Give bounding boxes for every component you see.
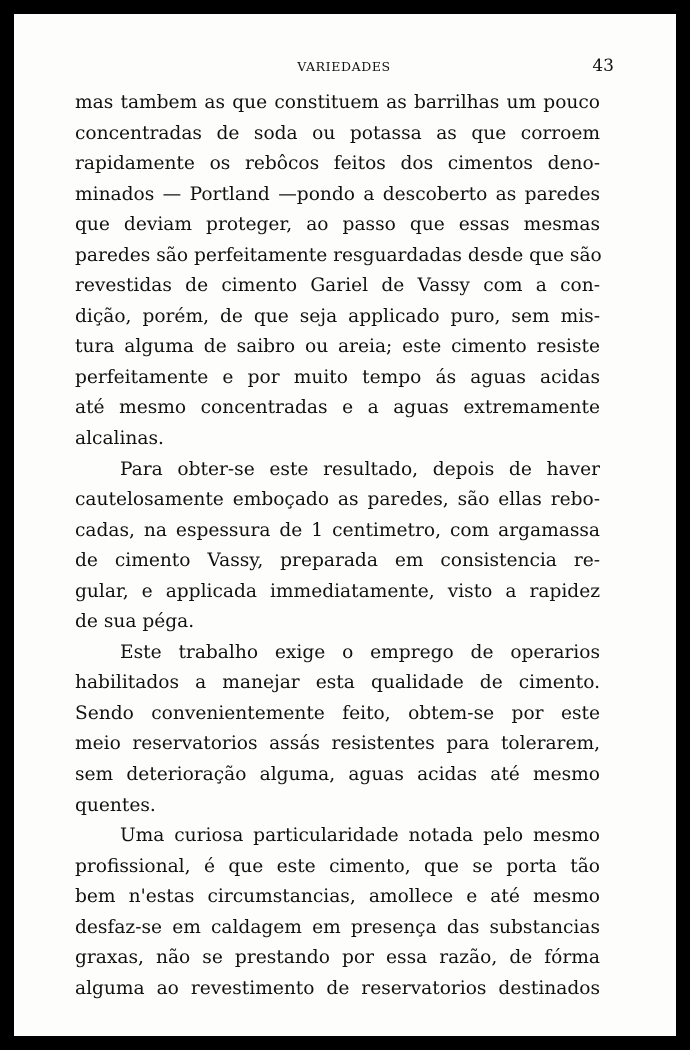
- text-line: dição, porém, de que seja applicado puro, sem mis-: [75, 305, 600, 327]
- book-page: [14, 14, 676, 1036]
- text-line: graxas, não se prestando por essa razão, de fórma: [75, 947, 600, 969]
- text-line: quentes.: [75, 794, 156, 816]
- text-line: alguma ao revestimento de reservatorios destinados: [75, 977, 600, 999]
- text-line: perfeitamente e por muito tempo ás aguas acidas: [75, 366, 600, 388]
- text-line: meio reservatorios assás resistentes para tolerarem,: [75, 733, 600, 755]
- text-line: paredes são perfeitamente resguardadas desde que são: [75, 244, 602, 266]
- page-number: 43: [592, 56, 614, 76]
- text-line: de sua péga.: [75, 611, 195, 633]
- body-text: [75, 88, 600, 1004]
- text-line: rapidamente os rebôcos feitos dos cimentos deno-: [75, 153, 600, 175]
- paragraph: [75, 638, 600, 821]
- text-line: cautelosamente emboçado as paredes, são ellas rebo-: [75, 489, 600, 511]
- page-header: [74, 56, 614, 80]
- text-line: concentradas de soda ou potassa as que corroem: [75, 122, 600, 144]
- text-line: desfaz-se em caldagem em presença das substancias: [75, 916, 600, 938]
- text-line: habilitados a manejar esta qualidade de cimento.: [75, 672, 600, 694]
- text-line: revestidas de cimento Gariel de Vassy com a con-: [75, 275, 600, 297]
- paragraph: [75, 455, 600, 638]
- text-line: Para obter-se este resultado, depois de haver: [120, 458, 600, 480]
- text-line: sem deterioração alguma, aguas acidas até mesmo: [75, 764, 600, 786]
- text-line: profissional, é que este cimento, que se porta tão: [75, 855, 600, 877]
- text-line: bem n'estas circumstancias, amollece e até mesmo: [75, 886, 600, 908]
- text-line: alcalinas.: [75, 428, 164, 450]
- text-line: Este trabalho exige o emprego de operarios: [120, 641, 600, 663]
- text-line: Uma curiosa particularidade notada pelo mesmo: [120, 825, 600, 847]
- text-line: de cimento Vassy, preparada em consistencia re-: [75, 550, 600, 572]
- paragraph: [75, 88, 600, 455]
- text-line: Sendo convenientemente feito, obtem-se por este: [75, 702, 600, 724]
- text-line: mas tambem as que constituem as barrilhas um pouco: [75, 92, 600, 113]
- text-line: tura alguma de saibro ou areia; este cimento resiste: [75, 336, 600, 358]
- text-line: minados — Portland —pondo a descoberto as paredes: [75, 183, 600, 205]
- text-line: gular, e applicada immediatamente, visto a rapidez: [75, 580, 600, 602]
- text-line: cadas, na espessura de 1 centimetro, com argamassa: [75, 519, 600, 541]
- paragraph: [75, 821, 600, 1004]
- text-line: até mesmo concentradas e a aguas extremamente: [75, 397, 600, 419]
- running-title: VARIEDADES: [297, 59, 391, 74]
- text-line: que deviam proteger, ao passo que essas mesmas: [75, 214, 600, 236]
